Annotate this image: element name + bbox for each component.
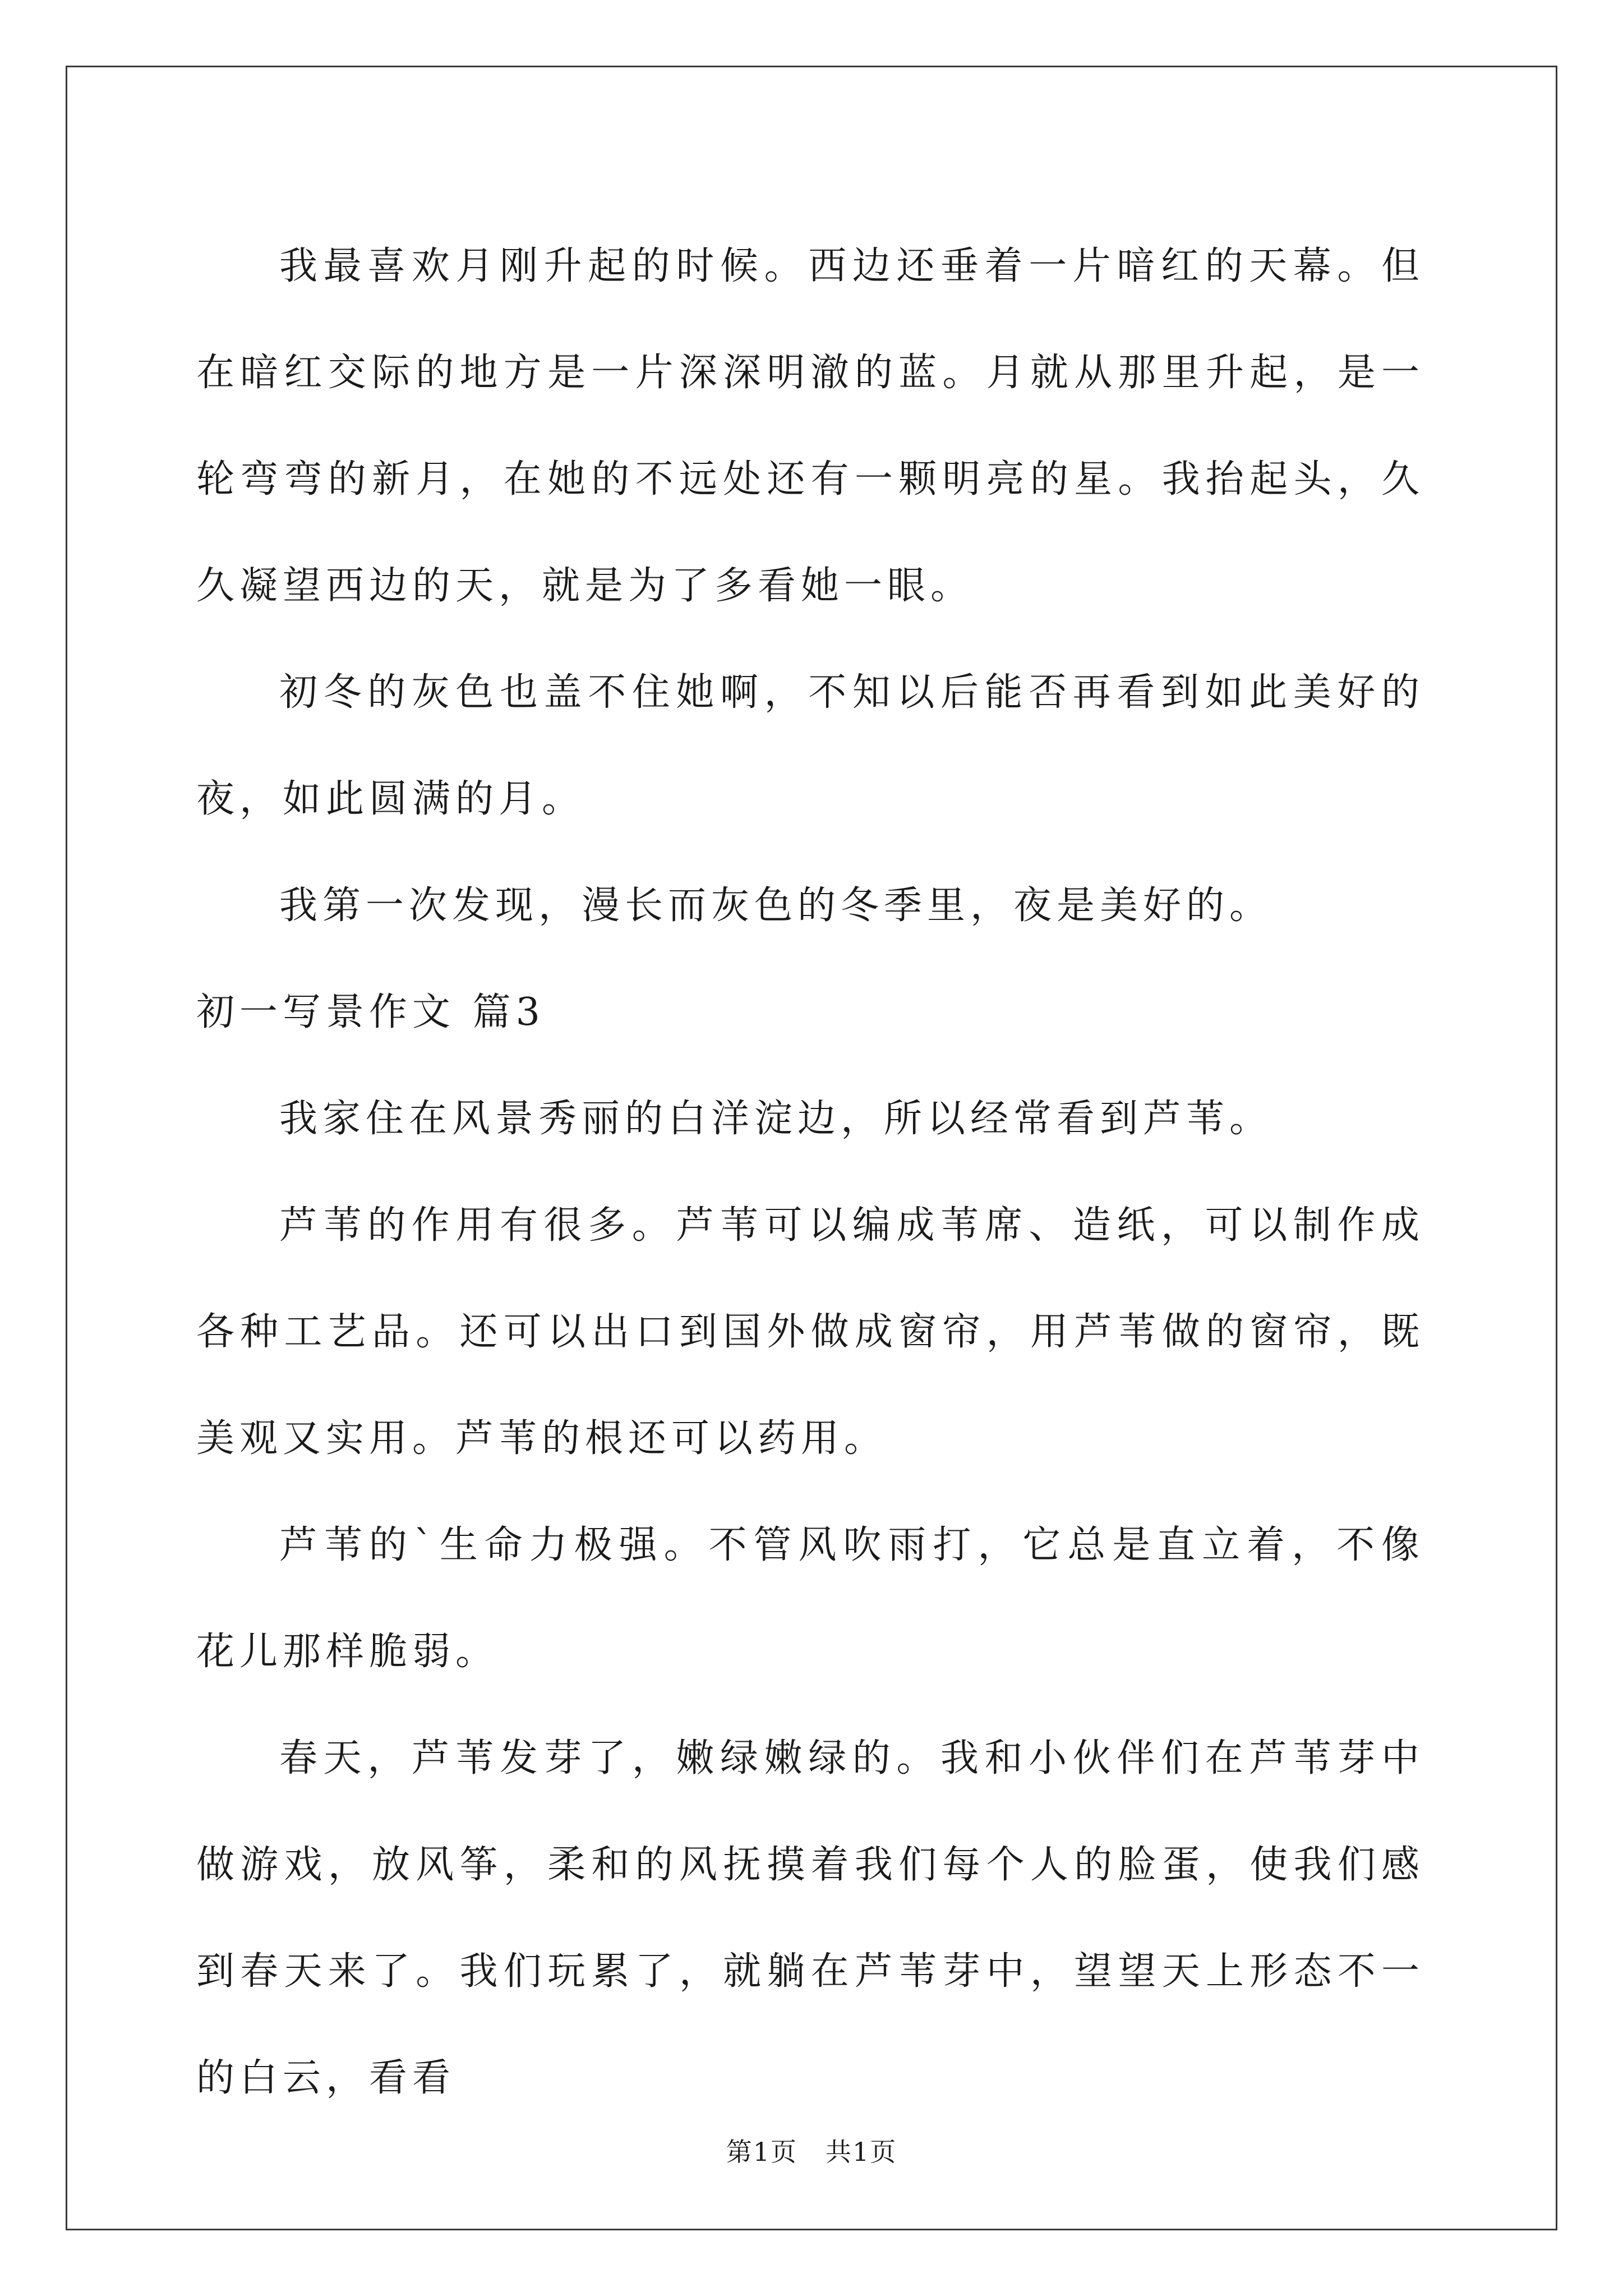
section-heading: 初一写景作文 篇3 xyxy=(196,990,545,1034)
paragraph-reed-uses: 芦苇的作用有很多。芦苇可以编成苇席、造纸，可以制作成各种工艺品。还可以出口到国外做成窗帘，用芦苇做的窗帘，既美观又实用。芦苇的根还可以药用。 xyxy=(196,1203,1424,1461)
page-number-total: 共1页 xyxy=(826,2137,897,2167)
page-number-current: 第1页 xyxy=(726,2137,797,2167)
paragraph-first-discovery: 我第一次发现，漫长而灰色的冬季里，夜是美好的。 xyxy=(279,884,1273,928)
paragraph-reed-vitality: 芦苇的`生命力极强。不管风吹雨打，它总是直立着，不像花儿那样脆弱。 xyxy=(196,1523,1424,1674)
document-body xyxy=(196,213,1424,2132)
paragraph-early-winter: 初冬的灰色也盖不住她啊，不知以后能否再看到如此美好的夜，如此圆满的月。 xyxy=(196,670,1424,821)
paragraph-spring: 春天，芦苇发芽了，嫩绿嫩绿的。我和小伙伴们在芦苇芽中做游戏，放风筝，柔和的风抚摸着我们每个人的脸蛋，使我们感到春天来了。我们玩累了，就躺在芦苇芽中，望望天上形态不一的白云，看看 xyxy=(196,1736,1424,2100)
paragraph-moon-rising: 我最喜欢月刚升起的时候。西边还垂着一片暗红的天幕。但在暗红交际的地方是一片深深明澈的蓝。月就从那里升起，是一轮弯弯的新月，在她的不远处还有一颗明亮的星。我抬起头，久久凝望西边的天，就是为了多看她一眼。 xyxy=(196,244,1424,608)
page-footer xyxy=(0,2132,1623,2169)
paragraph-home-baiyangdian: 我家住在风景秀丽的白洋淀边，所以经常看到芦苇。 xyxy=(279,1097,1273,1141)
